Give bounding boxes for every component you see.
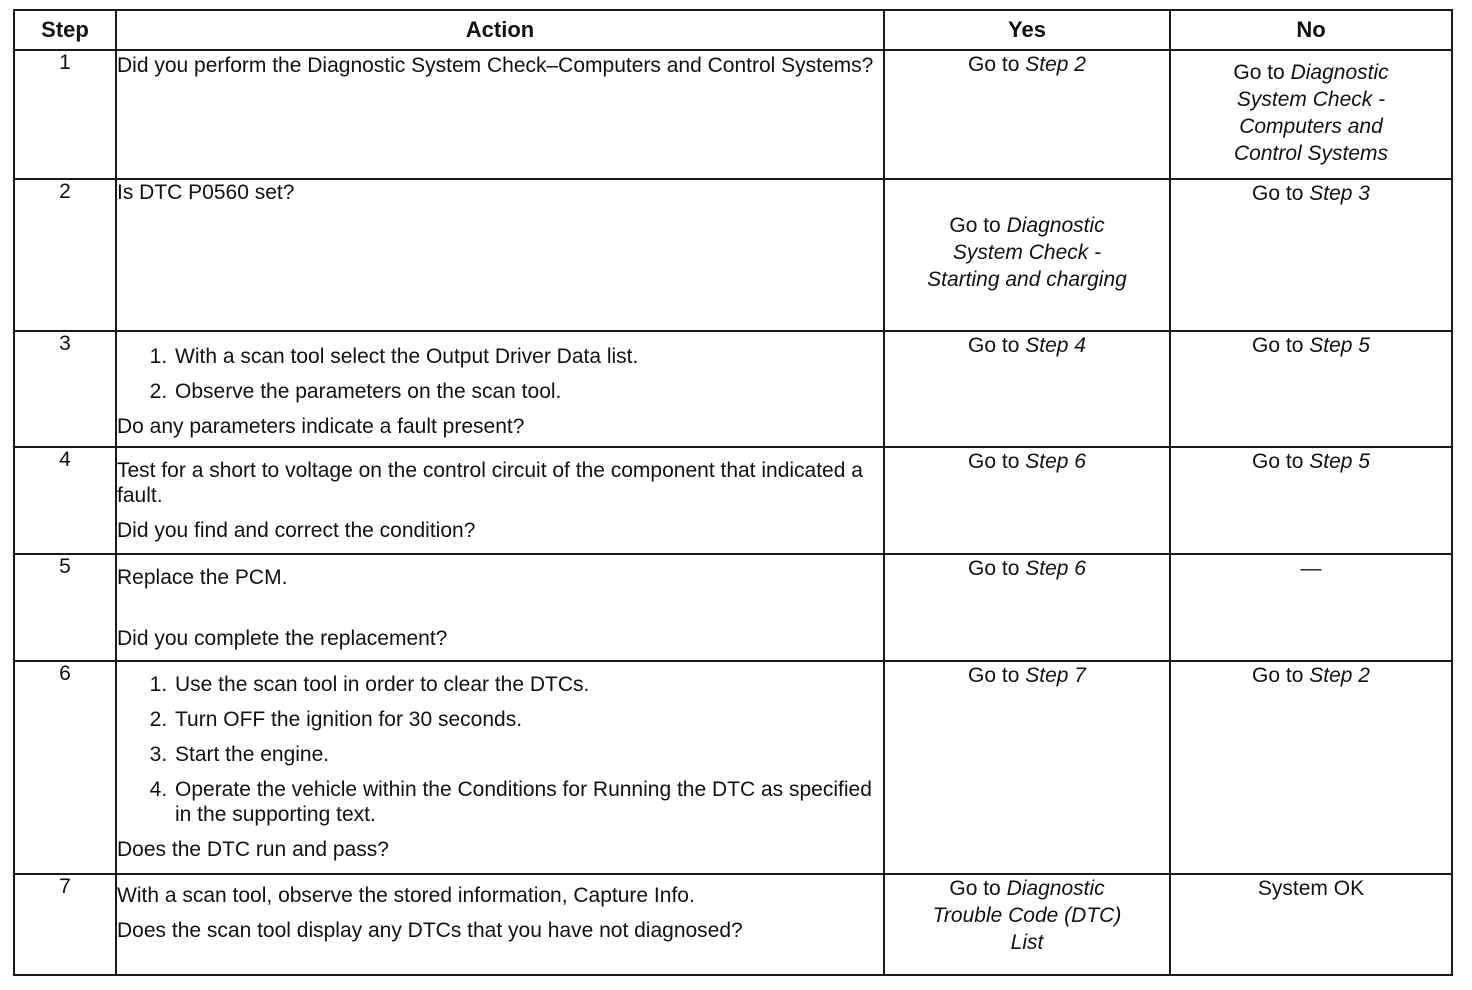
question-text: Did you perform the Diagnostic System Check–Computers and Control Systems? xyxy=(117,54,874,77)
yes-link[interactable]: Step 4 xyxy=(1025,334,1086,357)
no-prefix: Go to xyxy=(1233,61,1285,84)
yes-prefix: Go to xyxy=(968,557,1020,580)
list-item: 2. Turn OFF the ignition for 30 seconds. xyxy=(173,707,883,732)
question-text: Do any parameters indicate a fault present? xyxy=(117,415,525,438)
question-text: Is DTC P0560 set? xyxy=(117,181,295,204)
yes-cell xyxy=(884,554,1170,661)
yes-prefix: Go to xyxy=(949,214,1001,237)
instruction-text: With a scan tool, observe the stored information, Capture Info. xyxy=(117,884,695,907)
yes-cell xyxy=(884,874,1170,975)
question-text: Did you complete the replacement? xyxy=(117,627,448,650)
no-prefix: Go to xyxy=(1252,182,1304,205)
yes-prefix: Go to xyxy=(968,664,1020,687)
diagnostic-table xyxy=(13,9,1453,976)
no-link[interactable]: Step 5 xyxy=(1309,334,1370,357)
list-item: 1. Use the scan tool in order to clear the DTCs. xyxy=(173,672,883,697)
step-number: 7 xyxy=(14,874,116,975)
table-row xyxy=(14,661,1452,874)
yes-prefix: Go to xyxy=(968,334,1020,357)
procedure-list xyxy=(117,672,883,827)
action-cell xyxy=(116,661,884,874)
no-cell xyxy=(1170,50,1452,179)
no-link[interactable]: Step 5 xyxy=(1309,450,1370,473)
yes-prefix: Go to xyxy=(968,450,1020,473)
question-text: Did you find and correct the condition? xyxy=(117,519,476,542)
yes-link[interactable]: Diagnostic System Check - Starting and charging xyxy=(927,214,1127,291)
list-item: 1. With a scan tool select the Output Driver Data list. xyxy=(173,344,883,369)
yes-cell xyxy=(884,447,1170,554)
yes-link[interactable]: Step 6 xyxy=(1025,450,1086,473)
procedure-list xyxy=(117,344,883,404)
question-text: Does the DTC run and pass? xyxy=(117,838,389,861)
action-cell xyxy=(116,447,884,554)
yes-cell xyxy=(884,50,1170,179)
no-prefix: Go to xyxy=(1252,450,1304,473)
table-row xyxy=(14,447,1452,554)
step-number: 6 xyxy=(14,661,116,874)
no-link[interactable]: Step 3 xyxy=(1309,182,1370,205)
step-number: 3 xyxy=(14,331,116,447)
table-row xyxy=(14,179,1452,331)
table-row xyxy=(14,554,1452,661)
no-prefix: Go to xyxy=(1252,664,1304,687)
no-cell xyxy=(1170,554,1452,661)
list-item: 4. Operate the vehicle within the Conditions for Running the DTC as specified in the supporting text. xyxy=(173,777,883,827)
table-row xyxy=(14,50,1452,179)
yes-prefix: Go to xyxy=(968,53,1020,76)
step-number: 2 xyxy=(14,179,116,331)
header-action: Action xyxy=(116,10,884,50)
header-step: Step xyxy=(14,10,116,50)
action-cell xyxy=(116,874,884,975)
header-no: No xyxy=(1170,10,1452,50)
no-cell xyxy=(1170,874,1452,975)
instruction-text: Test for a short to voltage on the control circuit of the component that indicated a fault. xyxy=(117,459,863,507)
action-cell xyxy=(116,331,884,447)
no-cell xyxy=(1170,331,1452,447)
header-row xyxy=(14,10,1452,50)
instruction-text: Replace the PCM. xyxy=(117,566,288,589)
action-cell xyxy=(116,179,884,331)
step-number: 4 xyxy=(14,447,116,554)
system-ok-text: System OK xyxy=(1257,877,1365,900)
yes-link[interactable]: Step 2 xyxy=(1025,53,1086,76)
list-item: 3. Start the engine. xyxy=(173,742,883,767)
step-number: 1 xyxy=(14,50,116,179)
no-prefix: Go to xyxy=(1252,334,1304,357)
step-number: 5 xyxy=(14,554,116,661)
yes-link[interactable]: Step 6 xyxy=(1025,557,1086,580)
no-cell xyxy=(1170,447,1452,554)
no-cell xyxy=(1170,179,1452,331)
question-text: Does the scan tool display any DTCs that you have not diagnosed? xyxy=(117,919,743,942)
yes-cell xyxy=(884,179,1170,331)
list-item: 2. Observe the parameters on the scan tool. xyxy=(173,379,883,404)
header-yes: Yes xyxy=(884,10,1170,50)
yes-link[interactable]: Step 7 xyxy=(1025,664,1086,687)
table-row xyxy=(14,331,1452,447)
action-cell xyxy=(116,554,884,661)
yes-cell xyxy=(884,331,1170,447)
no-cell xyxy=(1170,661,1452,874)
yes-cell xyxy=(884,661,1170,874)
table-row xyxy=(14,874,1452,975)
no-dash: — xyxy=(1300,557,1322,580)
yes-link[interactable]: Diagnostic Trouble Code (DTC) List xyxy=(932,877,1122,954)
no-link[interactable]: Step 2 xyxy=(1309,664,1370,687)
yes-prefix: Go to xyxy=(949,877,1001,900)
no-link[interactable]: Diagnostic System Check - Computers and Control Systems xyxy=(1233,61,1389,165)
action-cell xyxy=(116,50,884,179)
